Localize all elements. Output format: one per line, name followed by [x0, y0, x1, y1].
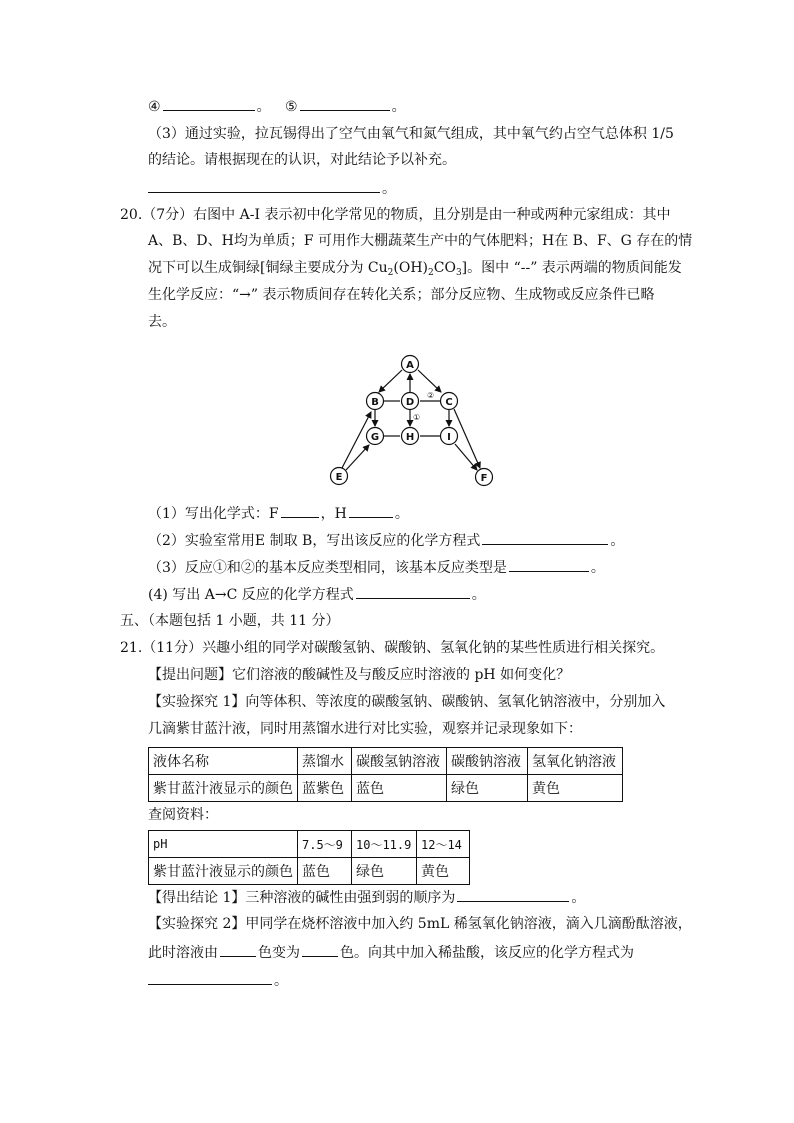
subscript: 2 [428, 268, 434, 278]
circled-4: ④ [148, 99, 161, 115]
answer-blank-q20-4[interactable] [356, 584, 470, 599]
q19-3-line-2: 的结论。请根据现在的认识，对此结论予以补充。 [148, 152, 456, 168]
q21-explore-1-a: 【实验探究 1】向等体积、等浓度的碳酸氢钠、碳酸钠、氢氧化钠溶液中，分别加入 [148, 694, 666, 710]
table-cell: 紫甘蓝汁液显示的颜色 [149, 858, 298, 885]
reaction-network-diagram [324, 354, 504, 490]
q20-line-1: 20.（7分）右图中 A-I 表示初中化学常见的物质，且分别是由一种或两种元家组成：其中 [120, 207, 671, 223]
section-5-heading: 五、（本题包括 1 小题，共 11 分） [120, 613, 340, 629]
table-cell: 蒸馏水 [298, 748, 352, 775]
q20-sub-1-text: ，H [320, 506, 347, 522]
arrow-a-to-c [418, 370, 441, 392]
q21-line-1: 21.（11分）兴趣小组的同学对碳酸氢钠、碳酸钠、氢氧化钠的某些性质进行相关探究。 [120, 640, 665, 656]
table-cell: 蓝色 [298, 858, 352, 885]
answer-blank-equation[interactable] [148, 970, 272, 985]
q20-sub-2-text: （2）实验室常用E 制取 B，写出该反应的化学方程式 [148, 533, 481, 549]
node-g [367, 428, 384, 445]
node-c [441, 393, 458, 410]
node-d [402, 393, 419, 410]
table-cell: 蓝色 [352, 775, 447, 802]
q20-sub-4 [148, 584, 486, 605]
q19-answer-line-4-5 [148, 96, 406, 117]
node-label: F [480, 473, 488, 484]
node-label: A [406, 360, 414, 371]
node-label: E [335, 472, 343, 483]
punct: 。 [471, 587, 486, 603]
node-e [331, 468, 348, 485]
q21-explore-2-text: 色变为 [258, 945, 300, 961]
table-cell: 黄色 [417, 858, 470, 885]
table-row [149, 858, 470, 885]
table-cell: 碳酸钠溶液 [447, 748, 528, 775]
q21-explore-2-b [148, 942, 634, 963]
table-cell: 碳酸氢钠溶液 [352, 748, 447, 775]
color-observation-table [148, 747, 623, 802]
subscript: 3 [455, 268, 462, 278]
q20-sub-1 [148, 503, 409, 524]
q20-line-3-text: ]。图中 “--” 表示两端的物质间能发 [461, 260, 682, 276]
punct: 。 [394, 506, 409, 522]
table-cell: 氢氧化钠溶液 [528, 748, 623, 775]
node-i [441, 428, 458, 445]
table-cell: pH [149, 831, 298, 858]
q21-explore-2-text: 此时溶液由 [148, 945, 218, 961]
q20-line-3-text: 况下可以生成铜绿[铜绿主要成分为 Cu [148, 260, 388, 276]
table-cell: 黄色 [528, 775, 623, 802]
answer-blank-5[interactable] [300, 96, 390, 111]
reaction-mark-2: ② [427, 391, 435, 400]
node-label: D [405, 397, 415, 408]
table-cell: 绿色 [352, 858, 417, 885]
lookup-label: 查阅资料： [148, 807, 218, 823]
table-cell: 10～11.9 [352, 831, 417, 858]
punct: 。 [274, 973, 288, 989]
answer-blank-color-from[interactable] [220, 942, 256, 957]
punct: 。 [391, 99, 406, 115]
answer-blank-f[interactable] [281, 503, 319, 518]
reaction-mark-1: ① [413, 413, 421, 422]
answer-blank-conclusion-1[interactable] [457, 887, 569, 902]
punct: 。 [256, 99, 271, 115]
answer-blank-q20-2[interactable] [482, 530, 608, 545]
q20-line-4: 生化学反应：“→” 表示物质间存在转化关系；部分反应物、生成物或反应条件已略 [148, 287, 655, 303]
answer-blank-q20-3[interactable] [509, 557, 589, 572]
q19-3-line-1: （3）通过实验，拉瓦锡得出了空气由氧气和氮气组成，其中氧气约占空气总体积 1/5 [148, 126, 674, 142]
q21-conclusion-1 [148, 887, 585, 908]
q21-conclusion-1-text: 【得出结论 1】三种溶液的碱性由强到弱的顺序为 [148, 890, 456, 906]
punct: 。 [571, 890, 586, 906]
node-label: B [371, 397, 379, 408]
q20-line-5: 去。 [148, 314, 176, 330]
arrow-i-to-f [455, 444, 477, 470]
table-cell: 紫甘蓝汁液显示的颜色 [149, 775, 298, 802]
arrow-e-to-b [342, 412, 371, 468]
q20-sub-3-text: （3）反应①和②的基本反应类型相同，该基本反应类型是 [148, 560, 507, 576]
table-cell: 液体名称 [149, 748, 298, 775]
q20-sub-3 [148, 557, 605, 578]
answer-blank-q19-3[interactable] [148, 178, 380, 193]
node-h [402, 428, 419, 445]
table-row [149, 775, 623, 802]
table-cell: 蓝紫色 [298, 775, 352, 802]
node-f [476, 469, 493, 486]
q21-explore-2-a: 【实验探究 2】甲同学在烧杯溶液中加入约 5mL 稀氢氧化钠溶液，滴入几滴酚酞溶液， [148, 916, 692, 932]
node-label: G [370, 432, 380, 443]
answer-blank-color-to[interactable] [302, 942, 338, 957]
node-b [367, 393, 384, 410]
arrow-a-to-b [379, 370, 402, 392]
arrow-e-to-g [346, 445, 369, 470]
q20-line-3 [148, 258, 682, 283]
table-cell: 7.5～9 [298, 831, 352, 858]
node-label: H [405, 432, 415, 443]
answer-blank-h[interactable] [349, 503, 393, 518]
node-a [402, 356, 419, 373]
q20-line-3-text: (OH) [393, 260, 428, 276]
table-cell: 12～14 [417, 831, 470, 858]
punct: 。 [590, 560, 605, 576]
punct: 。 [610, 533, 625, 549]
node-label: C [445, 397, 453, 408]
ph-reference-table [148, 830, 470, 885]
q21-explore-2-answer [148, 970, 288, 991]
table-row [149, 831, 470, 858]
punct: 。 [382, 181, 396, 197]
answer-blank-4[interactable] [163, 96, 255, 111]
q21-problem: 【提出问题】它们溶液的酸碱性及与酸反应时溶液的 pH 如何变化？ [148, 667, 571, 683]
node-label: I [447, 432, 451, 443]
q20-line-2: A、B、D、H均为单质；F 可用作大棚蔬菜生产中的气体肥料；H在 B、F、G 存在的情 [148, 233, 693, 249]
arrow-c-to-f [454, 409, 480, 468]
table-cell: 绿色 [447, 775, 528, 802]
table-row [149, 748, 623, 775]
q20-sub-1-text: （1）写出化学式：F [148, 506, 279, 522]
q20-sub-2 [148, 530, 624, 551]
circled-5: ⑤ [285, 99, 298, 115]
q21-explore-1-b: 几滴紫甘蓝汁液，同时用蒸馏水进行对比实验，观察并记录现象如下： [148, 721, 582, 737]
q19-3-answer [148, 178, 396, 199]
subscript: 2 [387, 268, 394, 278]
q21-explore-2-text: 色。向其中加入稀盐酸，该反应的化学方程式为 [340, 945, 634, 961]
q20-sub-4-text: (4) 写出 A→C 反应的化学方程式 [148, 587, 354, 603]
q20-line-3-text: CO [433, 260, 456, 276]
